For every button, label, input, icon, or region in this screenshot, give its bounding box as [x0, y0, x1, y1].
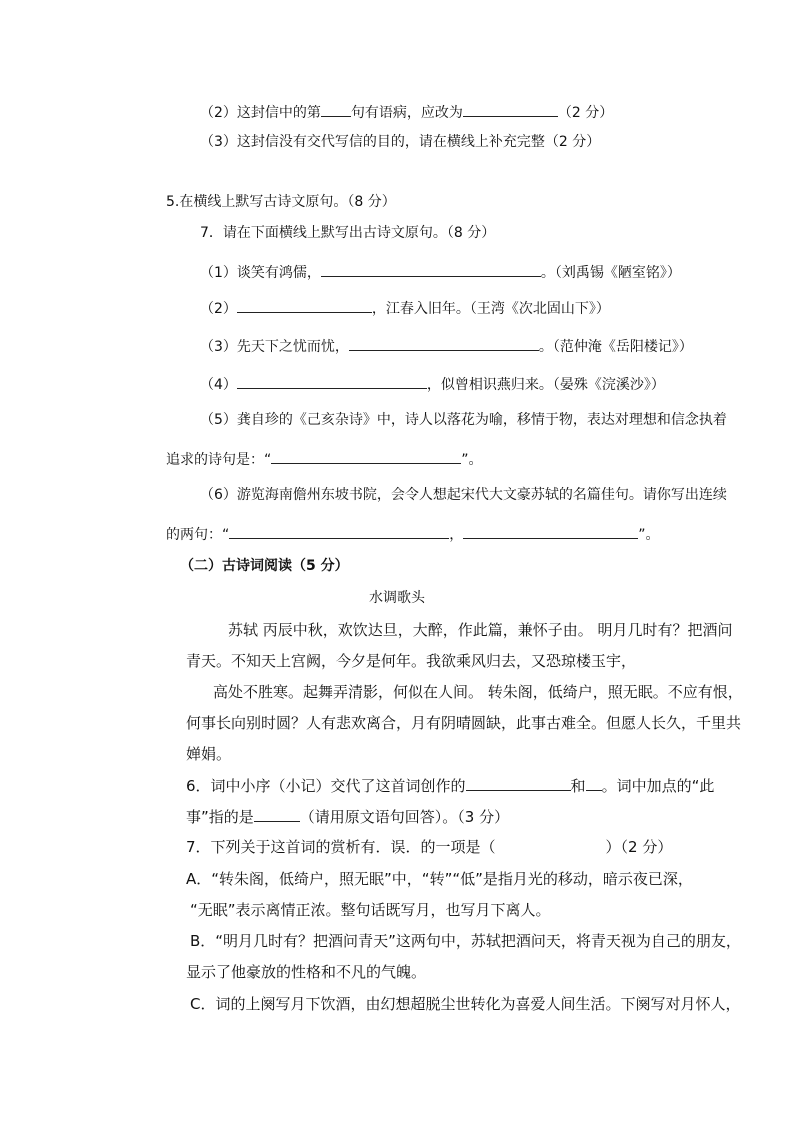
q7-option-b-line1: B．“明月几时有？把酒问青天”这两句中，苏轼把酒问天，将青天视为自己的朋友， — [190, 932, 741, 950]
q2-blank-correction — [463, 102, 558, 117]
p6-blank-1 — [229, 524, 449, 539]
question-7-stem — [186, 838, 672, 856]
poem-recite-3 — [200, 336, 693, 356]
poem-recite-4 — [200, 374, 665, 394]
section-7-title: 7．请在下面横线上默写出古诗文原句。（8 分） — [200, 225, 496, 241]
q7-option-c-line1: C．词的上阕写月下饮酒，由幻想超脱尘世转化为喜爱人间生活。下阕写对月怀人， — [190, 995, 741, 1013]
q6-blank-3 — [254, 807, 300, 822]
q6-blank-1 — [466, 776, 571, 791]
p2-text-b: ，江春入旧年。（王湾《次北固山下》） — [371, 301, 610, 317]
poem-line-5: 婵娟。 — [186, 745, 232, 763]
poem-recite-1 — [200, 262, 681, 282]
q7-option-a-line2: “无眠”表示离情正浓。整句话既写月，也写月下离人。 — [190, 901, 551, 919]
poem-line-1: 苏轼 丙辰中秋，欢饮达旦，大醉，作此篇，兼怀子由。 明月几时有？把酒问 — [228, 621, 733, 639]
poem-line-4: 何事长向别时圆？人有悲欢离合，月有阴晴圆缺，此事古难全。但愿人长久，千里共 — [186, 714, 742, 732]
p2-blank — [237, 298, 372, 313]
section-2-title: （二）古诗词阅读（5 分） — [180, 558, 349, 574]
p3-text-b: 。（范仲淹《岳阳楼记》） — [538, 339, 693, 355]
p6-blank-2 — [463, 524, 638, 539]
p1-blank — [321, 262, 541, 277]
q2-blank-sentence — [321, 102, 351, 117]
q2-score: （2 分） — [557, 105, 614, 121]
q7-option-a-line1: A．“转朱阁，低绮户，照无眠”中，“转”“低”是指月光的移动，暗示夜已深， — [186, 870, 693, 888]
poem-line-2: 青天。不知天上宫阙，今夕是何年。我欲乘风归去，又恐琼楼玉宇， — [186, 652, 637, 670]
poem-line-3: 高处不胜寒。起舞弄清影，何似在人间。 转朱阁，低绮户，照无眠。不应有恨， — [213, 683, 743, 701]
question-2-line — [200, 102, 613, 122]
q6-text-b: 和 — [570, 777, 586, 795]
q2-text-b: 句有语病，应改为 — [350, 105, 463, 121]
q6-text-d: 事”指的是 — [186, 808, 254, 826]
p4-text-b: ，似曾相识燕归来。（晏殊《浣溪沙》） — [426, 377, 665, 393]
p1-text-a: （1）谈笑有鸿儒， — [200, 265, 321, 281]
p4-blank — [237, 374, 427, 389]
p3-text-a: （3）先天下之忧而忧， — [200, 339, 349, 355]
question-6-line1 — [186, 776, 714, 795]
q6-text-c: 。词中加点的“此 — [601, 777, 715, 795]
p6-text-a: 的两句：“ — [166, 527, 230, 543]
question-6-line2 — [186, 807, 509, 826]
q7-option-b-line2: 显示了他豪放的性格和不凡的气魄。 — [186, 963, 427, 981]
p4-text-a: （4） — [200, 377, 237, 393]
p5-blank — [271, 449, 461, 464]
q7-stem-b: ）（2 分） — [605, 838, 673, 856]
poem-recite-5-line1: （5）龚自珍的《己亥杂诗》中，诗人以落花为喻，移情于物，表达对理想和信念执着 — [200, 412, 727, 428]
q2-text-a: （2）这封信中的第 — [200, 105, 321, 121]
p2-text-a: （2） — [200, 301, 237, 317]
poem-title: 水调歌头 — [369, 590, 425, 606]
q6-blank-2 — [586, 776, 602, 791]
poem-recite-6-line1: （6）游览海南儋州东坡书院，会令人想起宋代大文豪苏轼的名篇佳句。请你写出连续 — [200, 487, 727, 503]
p1-text-b: 。（刘禹锡《陋室铭》） — [540, 265, 681, 281]
q6-text-e: （请用原文语句回答）。（3 分） — [299, 808, 510, 826]
section-5-title: 5.在横线上默写古诗文原句。（8 分） — [166, 194, 396, 210]
poem-recite-2 — [200, 298, 610, 318]
question-3-line: （3）这封信没有交代写信的目的，请在横线上补充完整（2 分） — [200, 134, 601, 150]
q7-stem-a: 7．下列关于这首词的赏析有．误．的一项是（ — [186, 838, 496, 856]
p5-text-b: ”。 — [461, 452, 483, 468]
p5-text-a: 追求的诗句是：“ — [166, 452, 272, 468]
q6-text-a: 6．词中小序（小记）交代了这首词创作的 — [186, 777, 466, 795]
p6-text-b: ， — [449, 527, 464, 543]
p6-text-c: ”。 — [638, 527, 660, 543]
poem-recite-5-line2 — [166, 449, 483, 469]
poem-recite-6-line2 — [166, 524, 660, 544]
p3-blank — [349, 336, 539, 351]
